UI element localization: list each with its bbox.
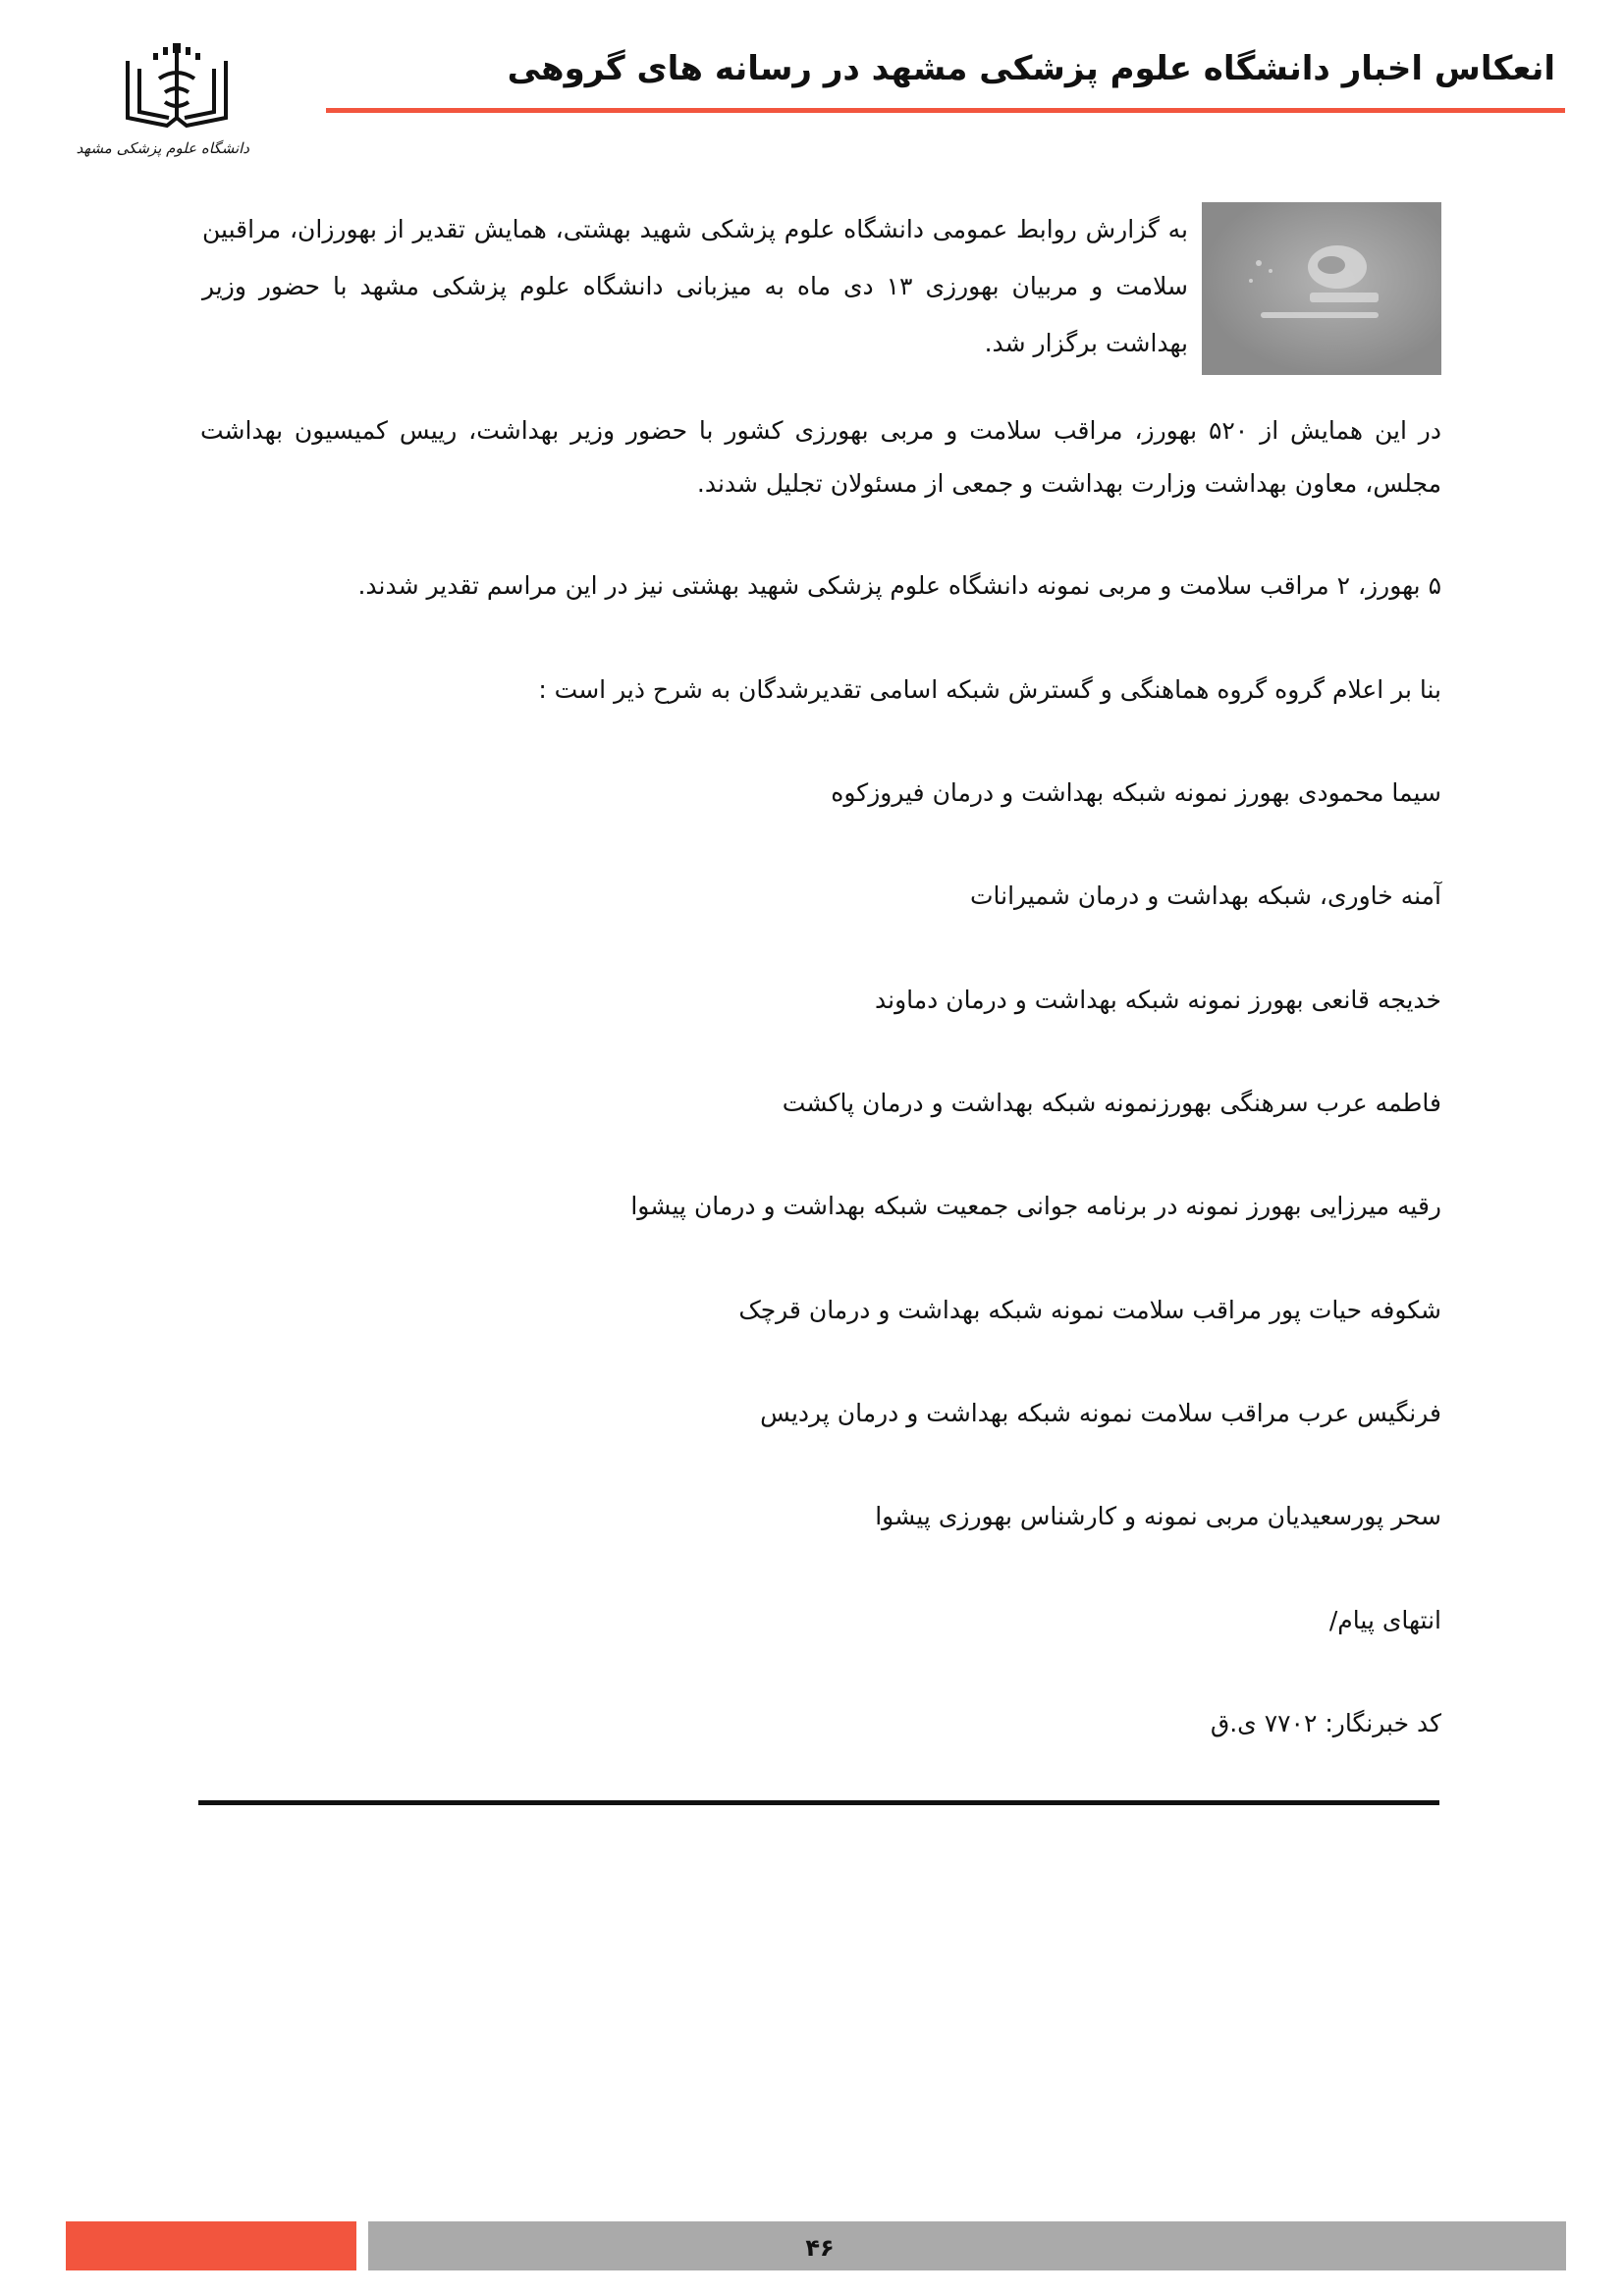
header-rule [326, 108, 1565, 113]
honoree-item: شکوفه حیات پور مراقب سلامت نمونه شبکه بهداشت و درمان قرچک [738, 1296, 1441, 1324]
footer-accent-bar [66, 2221, 356, 2270]
honoree-item: رقیه میرزایی بهورز نمونه در برنامه جوانی جمعیت شبکه بهداشت و درمان پیشوا [630, 1192, 1441, 1220]
page-number: ۴۶ [805, 2234, 835, 2262]
footer-bar [368, 2221, 1566, 2270]
reporter-code: کد خبرنگار: ۷۷۰۲ ی.ق [1210, 1709, 1441, 1737]
article-end-rule [198, 1800, 1439, 1805]
article-intro: به گزارش روابط عمومی دانشگاه علوم پزشکی شهید بهشتی، همایش تقدیر از بهورزان، مراقبین سلامت و مربیان بهورزی ۱۳ دی ماه به میزبانی دانشگاه علوم پزشکی مشهد با حضور وزیر بهداشت برگزار شد. [202, 215, 1189, 357]
honoree-item: خدیجه قانعی بهورز نمونه شبکه بهداشت و درمان دماوند [875, 986, 1441, 1014]
article-paragraph: در این همایش از ۵۲۰ بهورز، مراقب سلامت و مربی بهورزی کشور با حضور وزیر بهداشت، رییس کمیسیون بهداشت مجلس، معاون بهداشت وزارت بهداشت و جمعی از مسئولان تجلیل شدند. [200, 416, 1442, 498]
logo-caption: دانشگاه علوم پزشکی مشهد [76, 139, 249, 157]
honoree-item: سیما محمودی بهورز نمونه شبکه بهداشت و درمان فیروزکوه [831, 778, 1441, 807]
honoree-item: سحر پورسعیدیان مربی نمونه و کارشناس بهورزی پیشوا [875, 1502, 1441, 1530]
end-of-message: انتهای پیام/ [1328, 1606, 1441, 1634]
event-banner-image-icon [1202, 202, 1441, 375]
news-photo [1202, 202, 1441, 375]
article-paragraph: ۵ بهورز، ۲ مراقب سلامت و مربی نمونه دانشگاه علوم پزشکی شهید بهشتی نیز در این مراسم تقدیر شدند. [357, 571, 1441, 600]
honoree-item: فرنگیس عرب مراقب سلامت نمونه شبکه بهداشت و درمان پردیس [760, 1399, 1441, 1427]
honoree-item: فاطمه عرب سرهنگی بهورزنمونه شبکه بهداشت و درمان پاکشت [782, 1089, 1441, 1117]
page-title: انعکاس اخبار دانشگاه علوم پزشکی مشهد در رسانه های گروهی [507, 49, 1555, 88]
honoree-item: آمنه خاوری، شبکه بهداشت و درمان شمیرانات [969, 881, 1441, 910]
article-paragraph: بنا بر اعلام گروه گروه هماهنگی و گسترش شبکه اسامی تقدیرشدگان به شرح ذیر است : [538, 675, 1441, 704]
university-emblem-icon [108, 39, 245, 137]
